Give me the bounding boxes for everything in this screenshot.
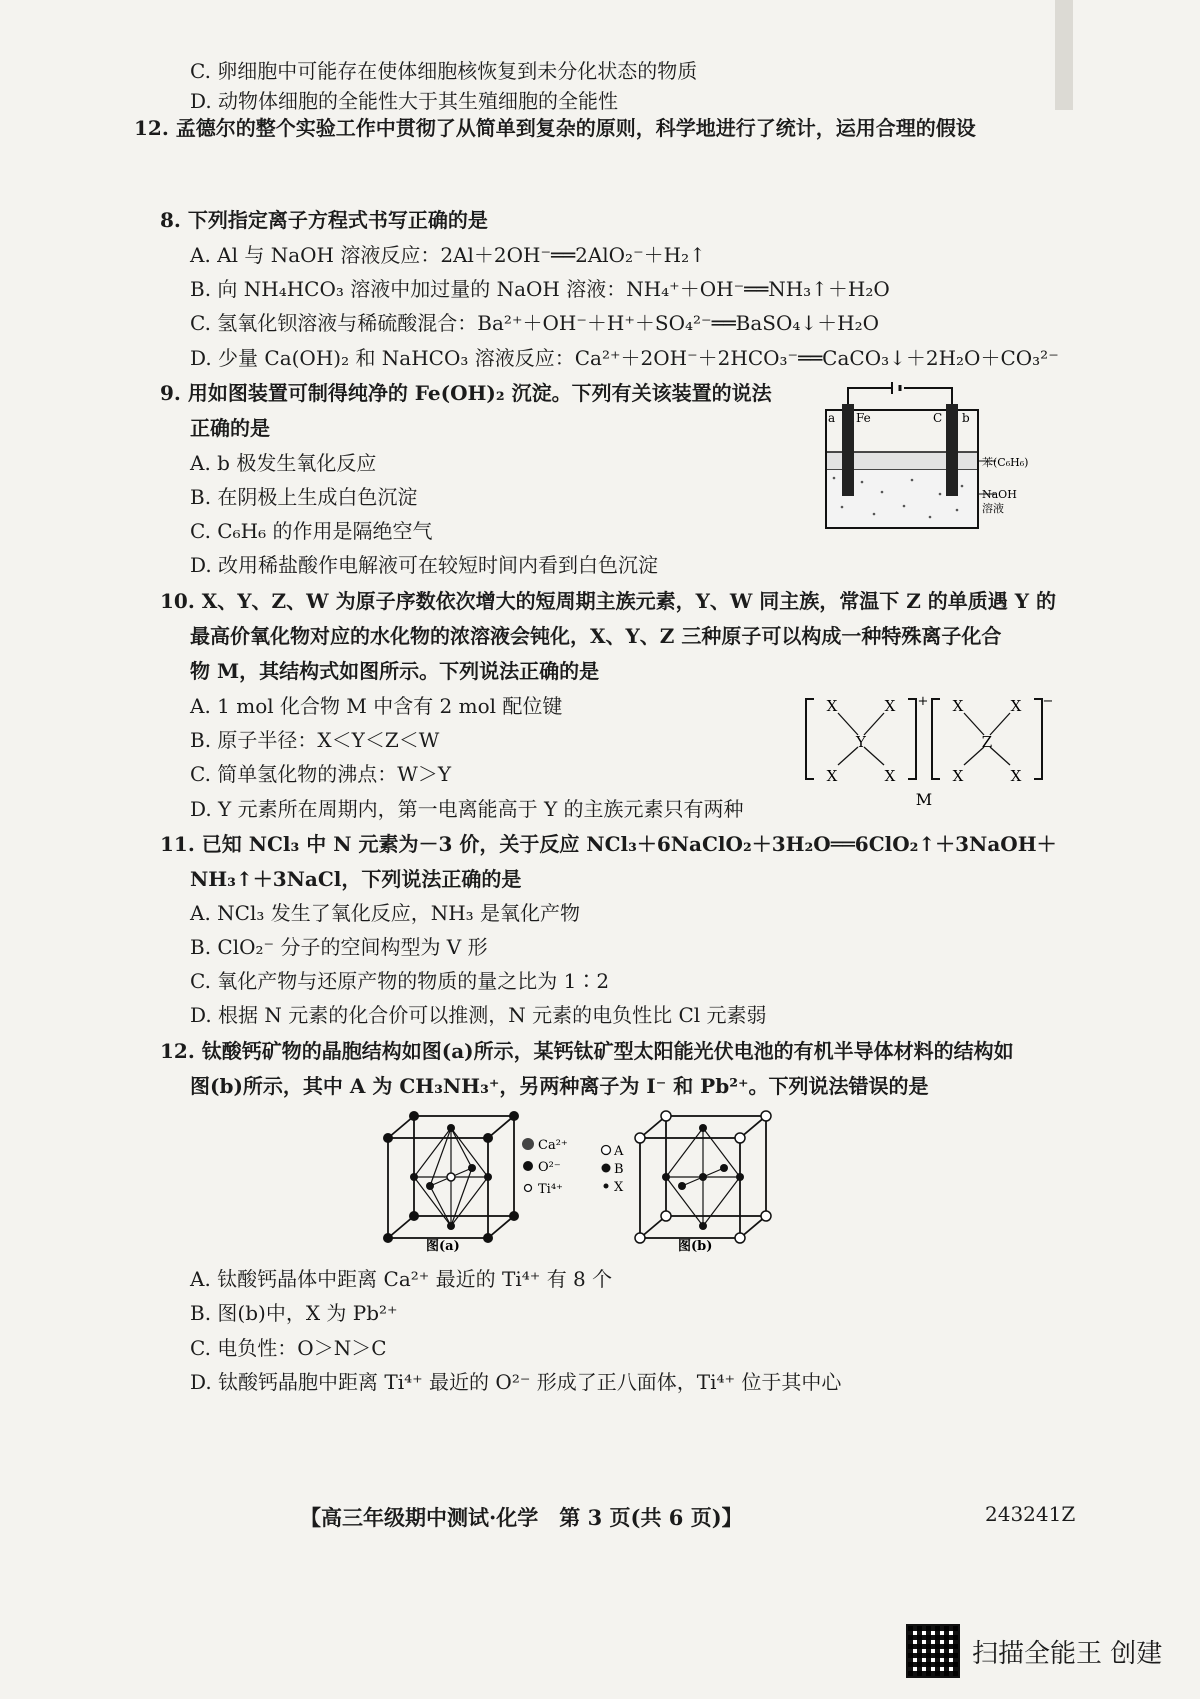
crystal-cell-a xyxy=(378,1108,608,1253)
prev-option-c: C. 卵细胞中可能存在使体细胞核恢复到未分化状态的物质 xyxy=(190,59,698,83)
q12-option-b: B. 图(b)中，X 为 Pb²⁺ xyxy=(190,1301,398,1325)
q12-option-d: D. 钛酸钙晶胞中距离 Ti⁴⁺ 最近的 O²⁻ 形成了正八面体，Ti⁴⁺ 位于其中心 xyxy=(190,1370,842,1394)
q11-option-c: C. 氧化产物与还原产物的物质的量之比为 1∶2 xyxy=(190,969,610,993)
q11-option-d: D. 根据 N 元素的化合价可以推测，N 元素的电负性比 Cl 元素弱 xyxy=(190,1003,767,1027)
q12-option-a: A. 钛酸钙晶体中距离 Ca²⁺ 最近的 Ti⁴⁺ 有 8 个 xyxy=(190,1267,613,1291)
electrolysis-diagram xyxy=(812,382,1042,537)
atom-x: X xyxy=(952,767,964,785)
q8-option-c: C. 氢氧化钡溶液与稀硫酸混合：Ba²⁺＋OH⁻＋H⁺＋SO₄²⁻══BaSO₄↓＋H₂O xyxy=(190,311,880,335)
q10-option-b: B. 原子半径：X＜Y＜Z＜W xyxy=(190,728,440,752)
atom-z: Z xyxy=(981,733,993,751)
watermark-text: 扫描全能王 创建 xyxy=(972,1638,1163,1669)
q10-stem-2: 最高价氧化物对应的水化物的浓溶液会钝化，X、Y、Z 三种原子可以构成一种特殊离子化合 xyxy=(190,624,1002,648)
label-benzene: 苯(C₆H₆) xyxy=(982,456,1029,469)
qr-code-icon xyxy=(906,1624,960,1678)
compound-m-structure xyxy=(800,693,1054,813)
caption-a: 图(a) xyxy=(426,1239,460,1254)
crystal-cell-b xyxy=(600,1108,780,1253)
q11-option-b: B. ClO₂⁻ 分子的空间构型为 V 形 xyxy=(190,935,488,959)
legend-ca: Ca²⁺ xyxy=(538,1138,568,1153)
q10-stem-3: 物 M，其结构式如图所示。下列说法正确的是 xyxy=(190,659,600,683)
atom-y: Y xyxy=(856,733,866,751)
atom-x: X xyxy=(952,697,964,715)
q10-option-d: D. Y 元素所在周期内，第一电离能高于 Y 的主族元素只有两种 xyxy=(190,797,744,821)
q9-option-b: B. 在阴极上生成白色沉淀 xyxy=(190,485,418,509)
q11-option-a: A. NCl₃ 发生了氧化反应，NH₃ 是氧化产物 xyxy=(190,901,581,925)
caption-b: 图(b) xyxy=(678,1239,713,1254)
label-naoh: NaOH xyxy=(982,488,1017,501)
label-fe: Fe xyxy=(856,411,871,425)
atom-x: X xyxy=(884,697,896,715)
q9-option-c: C. C₆H₆ 的作用是隔绝空气 xyxy=(190,519,433,543)
q12-stem-2: 图(b)所示，其中 A 为 CH₃NH₃⁺，另两种离子为 I⁻ 和 Pb²⁺。下列说法错误的是 xyxy=(190,1074,929,1098)
legend-ti: Ti⁴⁺ xyxy=(538,1182,563,1197)
prev-option-d: D. 动物体细胞的全能性大于其生殖细胞的全能性 xyxy=(190,89,619,113)
atom-x: X xyxy=(884,767,896,785)
anion-charge: − xyxy=(1042,694,1054,709)
legend-x: X xyxy=(614,1180,624,1195)
q10-option-c: C. 简单氢化物的沸点：W＞Y xyxy=(190,762,452,786)
q9-option-a: A. b 极发生氧化反应 xyxy=(190,451,377,475)
legend-a: A xyxy=(614,1144,624,1159)
q10-option-a: A. 1 mol 化合物 M 中含有 2 mol 配位键 xyxy=(190,694,563,718)
scanner-watermark xyxy=(906,1624,1162,1678)
scan-edge xyxy=(1055,0,1073,110)
q9-option-d: D. 改用稀盐酸作电解液可在较短时间内看到白色沉淀 xyxy=(190,553,659,577)
compound-label: M xyxy=(915,790,933,809)
legend-b: B xyxy=(614,1162,624,1177)
label-solution: 溶液 xyxy=(982,502,1004,515)
prev-question-12: 12. 孟德尔的整个实验工作中贯彻了从简单到复杂的原则，科学地进行了统计，运用合理的假设 xyxy=(134,116,976,140)
q8-option-a: A. Al 与 NaOH 溶液反应：2Al＋2OH⁻══2AlO₂⁻＋H₂↑ xyxy=(190,243,706,267)
q12-option-c: C. 电负性：O＞N＞C xyxy=(190,1336,387,1360)
label-b: b xyxy=(962,411,970,425)
q11-stem-2: NH₃↑＋3NaCl，下列说法正确的是 xyxy=(190,867,522,891)
q8-option-b: B. 向 NH₄HCO₃ 溶液中加过量的 NaOH 溶液：NH₄⁺＋OH⁻══NH₃↑＋H₂O xyxy=(190,277,890,301)
q10-stem-1: 10. X、Y、Z、W 为原子序数依次增大的短周期主族元素，Y、W 同主族，常温下 Z 的单质遇 Y 的 xyxy=(160,589,1057,613)
q9-stem-2: 正确的是 xyxy=(190,416,270,440)
legend-o: O²⁻ xyxy=(538,1160,561,1175)
page-footer: 【高三年级期中测试·化学 第 3 页(共 6 页)】 xyxy=(300,1505,743,1530)
exam-code: 243241Z xyxy=(985,1502,1076,1526)
q11-stem-1: 11. 已知 NCl₃ 中 N 元素为－3 价，关于反应 NCl₃＋6NaClO₂＋3H₂O══6ClO₂↑＋3NaOH＋ xyxy=(160,832,1057,856)
q8-stem: 8. 下列指定离子方程式书写正确的是 xyxy=(160,208,488,232)
q9-stem-1: 9. 用如图装置可制得纯净的 Fe(OH)₂ 沉淀。下列有关该装置的说法 xyxy=(160,381,772,405)
q8-option-d: D. 少量 Ca(OH)₂ 和 NaHCO₃ 溶液反应：Ca²⁺＋2OH⁻＋2HCO₃⁻══CaCO₃↓＋2H₂O＋CO₃²⁻ xyxy=(190,346,1059,370)
cation-charge: + xyxy=(917,694,929,709)
atom-x: X xyxy=(1010,767,1022,785)
label-a: a xyxy=(828,411,836,425)
atom-x: X xyxy=(826,767,838,785)
q12-stem-1: 12. 钛酸钙矿物的晶胞结构如图(a)所示，某钙钛矿型太阳能光伏电池的有机半导体材料的结构如 xyxy=(160,1039,1014,1063)
atom-x: X xyxy=(826,697,838,715)
atom-x: X xyxy=(1010,697,1022,715)
label-c: C xyxy=(933,411,943,425)
